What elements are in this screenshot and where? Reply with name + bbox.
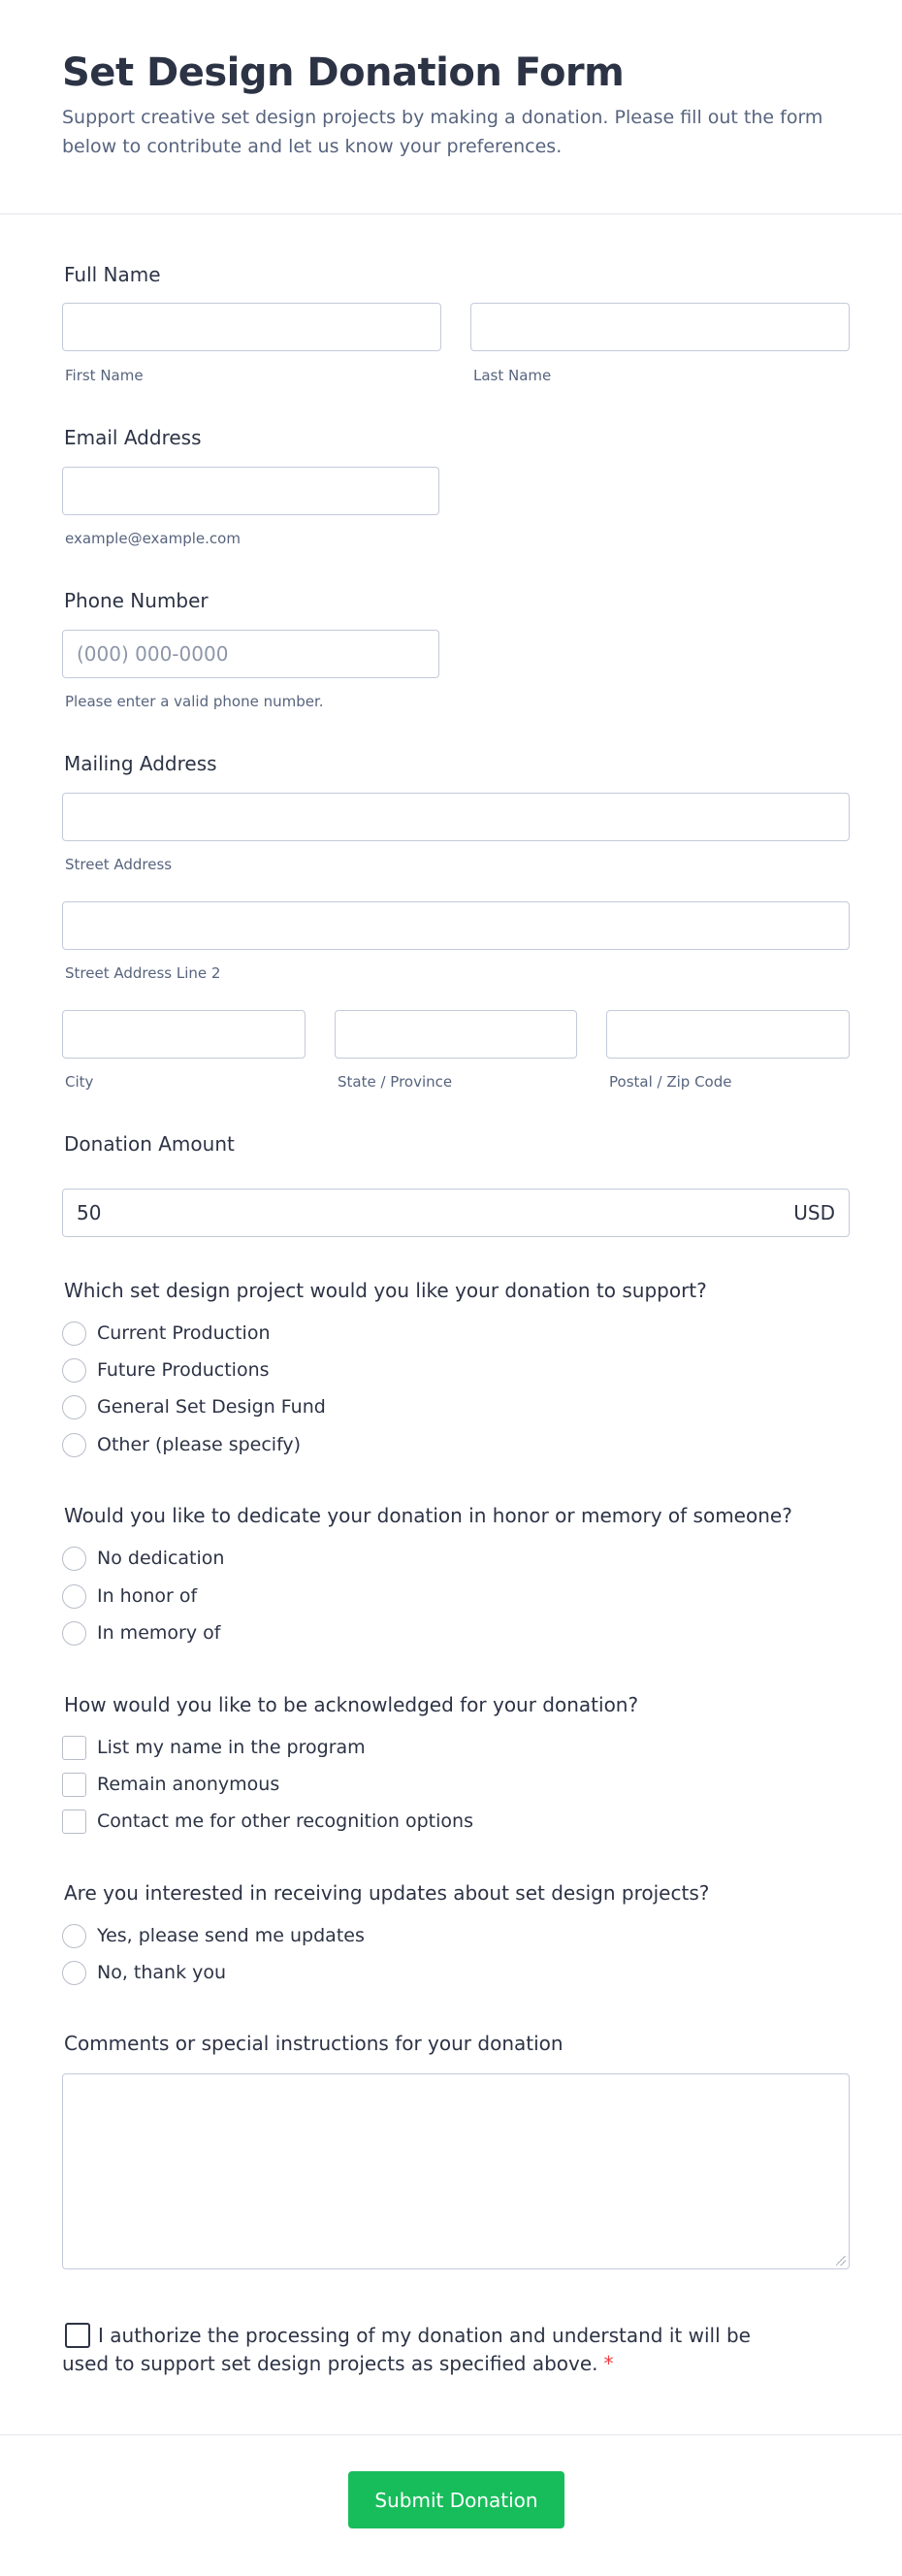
submit-button[interactable]: Submit Donation [348, 2471, 564, 2528]
form-header [0, 0, 902, 214]
radio-circle[interactable] [62, 1395, 86, 1419]
consent-row [62, 2322, 780, 2378]
email-label: Email Address [64, 426, 202, 449]
required-asterisk: * [603, 2352, 614, 2375]
page-title: Set Design Donation Form [62, 50, 625, 95]
consent-text: I authorize the processing of my donation and understand it will be used to support set design projects as specified above. [62, 2324, 751, 2375]
street-address-2-input[interactable] [62, 901, 850, 950]
email-input[interactable] [62, 467, 439, 515]
postal-code-input[interactable] [606, 1010, 850, 1059]
street-address-input[interactable] [62, 793, 850, 841]
radio-circle[interactable] [62, 1924, 86, 1948]
last-name-input[interactable] [470, 303, 850, 351]
donation-amount-input[interactable] [62, 1189, 850, 1237]
radio-circle[interactable] [62, 1547, 86, 1571]
checkbox-contact-me[interactable] [62, 1808, 473, 1835]
radio-circle[interactable] [62, 1621, 86, 1646]
option-label: Yes, please send me updates [97, 1925, 365, 1946]
comments-textarea[interactable] [62, 2073, 850, 2269]
radio-in-honor[interactable] [62, 1582, 197, 1610]
option-label: Remain anonymous [97, 1774, 280, 1795]
phone-label: Phone Number [64, 589, 209, 612]
checkbox-box[interactable] [62, 1773, 86, 1797]
last-name-sublabel: Last Name [473, 367, 552, 384]
checkbox-anonymous[interactable] [62, 1771, 279, 1798]
phone-hint: Please enter a valid phone number. [65, 693, 324, 710]
acknowledge-question: How would you like to be acknowledged for your donation? [64, 1693, 639, 1716]
form-footer [0, 2434, 902, 2576]
option-label: Contact me for other recognition options [97, 1810, 473, 1832]
option-label: No, thank you [97, 1962, 227, 1983]
radio-current-production[interactable] [62, 1320, 271, 1347]
full-name-label: Full Name [64, 263, 161, 286]
street-address-sublabel: Street Address [65, 856, 173, 873]
checkbox-box[interactable] [62, 1736, 86, 1760]
checkbox-box[interactable] [62, 1810, 86, 1834]
address-label: Mailing Address [64, 752, 217, 775]
option-label: In memory of [97, 1622, 221, 1644]
comments-label: Comments or special instructions for your donation [64, 2032, 564, 2055]
city-input[interactable] [62, 1010, 306, 1059]
street-address-2-sublabel: Street Address Line 2 [65, 964, 221, 982]
option-label: Current Production [97, 1322, 271, 1344]
updates-question: Are you interested in receiving updates about set design projects? [64, 1881, 710, 1905]
radio-no-thanks[interactable] [62, 1959, 226, 1986]
option-label: No dedication [97, 1548, 225, 1569]
postal-code-sublabel: Postal / Zip Code [609, 1073, 732, 1091]
donation-amount-label: Donation Amount [64, 1132, 235, 1156]
checkbox-list-name[interactable] [62, 1734, 366, 1761]
donation-amount-value: 50 [77, 1201, 102, 1224]
state-input[interactable] [335, 1010, 577, 1059]
currency-label: USD [793, 1201, 835, 1224]
option-label: General Set Design Fund [97, 1396, 326, 1418]
page-subtitle: Support creative set design projects by making a donation. Please fill out the form below to contribute and let us know your preferences. [62, 107, 823, 157]
consent-checkbox[interactable] [65, 2323, 90, 2348]
option-label: Other (please specify) [97, 1434, 302, 1455]
radio-future-productions[interactable] [62, 1356, 270, 1384]
phone-input[interactable] [62, 630, 439, 678]
dedication-question: Would you like to dedicate your donation in honor or memory of someone? [64, 1504, 792, 1527]
option-label: Future Productions [97, 1359, 270, 1381]
first-name-sublabel: First Name [65, 367, 144, 384]
radio-circle[interactable] [62, 1961, 86, 1985]
option-label: In honor of [97, 1585, 198, 1607]
state-sublabel: State / Province [338, 1073, 453, 1091]
radio-circle[interactable] [62, 1358, 86, 1383]
project-question: Which set design project would you like your donation to support? [64, 1279, 707, 1302]
phone-placeholder: (000) 000-0000 [77, 642, 229, 666]
radio-general-fund[interactable] [62, 1393, 326, 1420]
first-name-input[interactable] [62, 303, 441, 351]
city-sublabel: City [65, 1073, 94, 1091]
radio-circle[interactable] [62, 1584, 86, 1609]
radio-circle[interactable] [62, 1321, 86, 1346]
radio-other[interactable] [62, 1431, 301, 1458]
radio-in-memory[interactable] [62, 1619, 220, 1647]
option-label: List my name in the program [97, 1737, 366, 1758]
resize-grip-icon[interactable] [836, 2256, 846, 2266]
radio-circle[interactable] [62, 1433, 86, 1457]
radio-no-dedication[interactable] [62, 1545, 224, 1572]
radio-yes-updates[interactable] [62, 1922, 365, 1949]
email-hint: example@example.com [65, 530, 241, 547]
